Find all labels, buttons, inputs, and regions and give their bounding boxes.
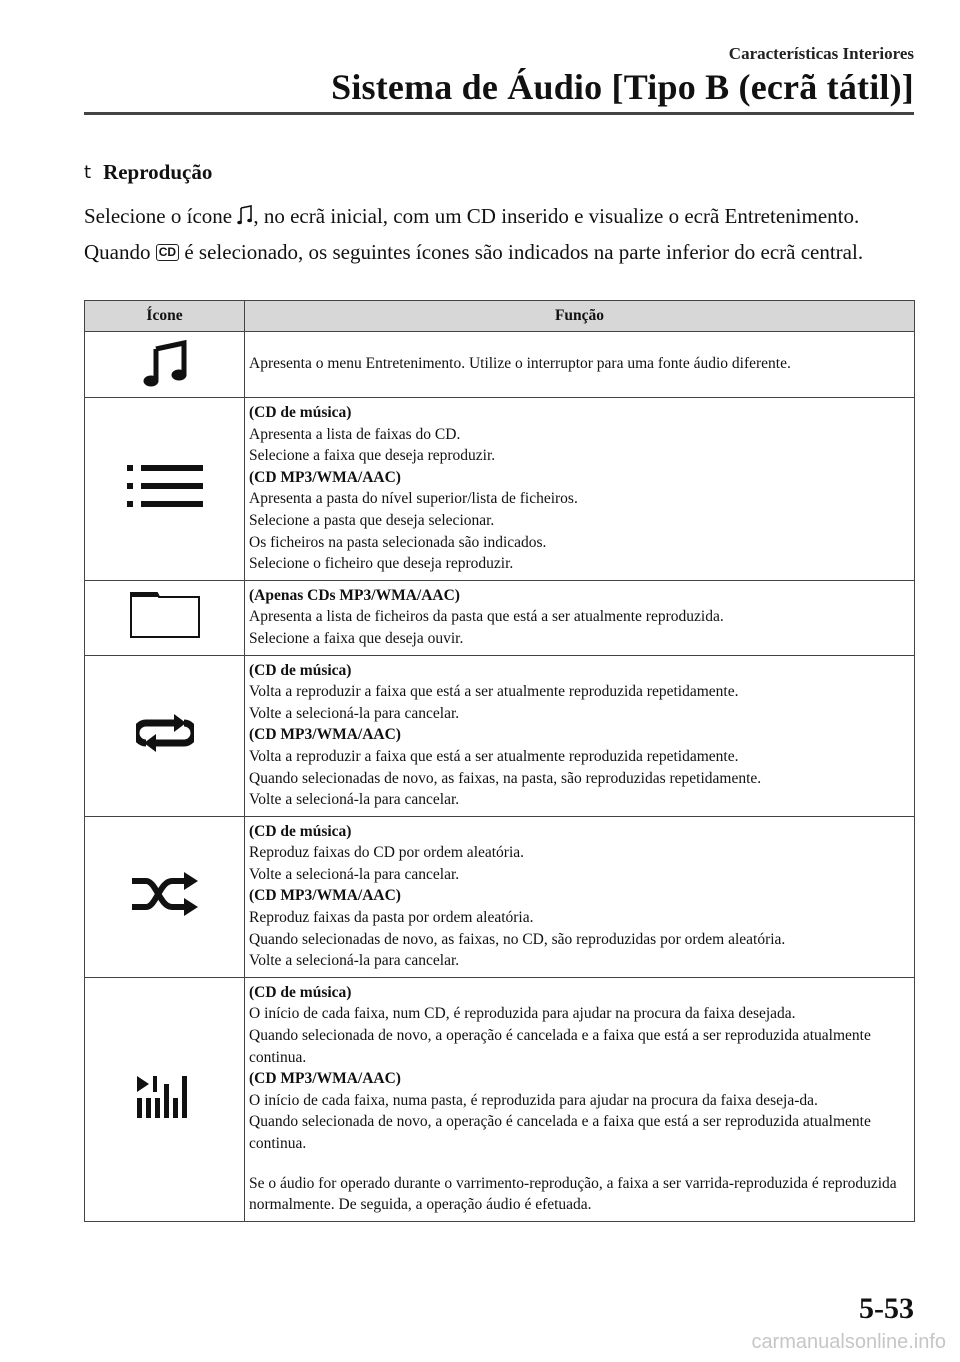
subheading: (CD de música)	[249, 983, 352, 1001]
repeat-icon	[85, 655, 245, 816]
table-row	[85, 977, 915, 1221]
table-row	[85, 398, 915, 581]
text-line: Se o áudio for operado durante o varrimento-reprodução, a faixa a ser varrida-reproduzida é reproduzida normalmente. De seguida, a operação áudio é efetuada.	[249, 1174, 897, 1214]
section-title: Reprodução	[103, 160, 213, 184]
header-function-column: Função	[245, 301, 915, 332]
text-line: Quando selecionada de novo, a operação é cancelada e a faixa que está a ser reproduzida atualmente continua.	[249, 1113, 871, 1152]
header-divider	[84, 112, 914, 115]
table-row	[85, 332, 915, 398]
text-line: Selecione o ficheiro que deseja reproduzir.	[249, 555, 514, 573]
track-list-icon	[85, 398, 245, 581]
text-line: Volte a selecioná-la para cancelar.	[249, 791, 460, 809]
text-line: Volte a selecioná-la para cancelar.	[249, 704, 460, 722]
text-line: Apresenta o menu Entretenimento. Utilize o interruptor para uma fonte áudio diferente.	[249, 355, 791, 373]
text-line: Apresenta a pasta do nível superior/lista de ficheiros.	[249, 490, 578, 508]
subheading: (CD de música)	[249, 661, 352, 679]
text-line: Os ficheiros na pasta selecionada são indicados.	[249, 533, 547, 551]
section-marker: t	[84, 162, 92, 183]
function-text	[245, 816, 915, 977]
folder-icon	[85, 580, 245, 655]
subheading: (CD MP3/WMA/AAC)	[249, 887, 401, 905]
text-line: Reproduz faixas da pasta por ordem aleatória.	[249, 909, 534, 927]
text-line: Quando selecionadas de novo, as faixas, no CD, são reproduzidas por ordem aleatória.	[249, 930, 786, 948]
function-text	[245, 977, 915, 1221]
subheading: (CD MP3/WMA/AAC)	[249, 468, 401, 486]
text-line: O início de cada faixa, numa pasta, é reproduzida para ajudar na procura da faixa deseja-da.	[249, 1091, 818, 1109]
table-header-row	[85, 301, 915, 332]
intro-text: é selecionado, os seguintes ícones são indicados na parte inferior do ecrã central.	[179, 240, 864, 264]
intro-paragraph	[84, 200, 919, 268]
text-line: Volta a reproduzir a faixa que está a ser atualmente reproduzida repetidamente.	[249, 747, 739, 765]
table-row	[85, 580, 915, 655]
intro-text: , no ecrã inicial, com um CD inserido e visualize o ecrã Entretenimento.	[253, 204, 860, 228]
table-row	[85, 655, 915, 816]
function-text	[245, 655, 915, 816]
text-line: Volta a reproduzir a faixa que está a ser atualmente reproduzida repetidamente.	[249, 683, 739, 701]
text-line: Apresenta a lista de faixas do CD.	[249, 425, 461, 443]
text-line: Quando selecionadas de novo, as faixas, na pasta, são reproduzidas repetidamente.	[249, 769, 762, 787]
table-row	[85, 816, 915, 977]
subheading: (CD de música)	[249, 404, 352, 421]
header-icon-column: Ícone	[85, 301, 245, 332]
section-heading	[84, 160, 212, 185]
text-line: Selecione a faixa que deseja reproduzir.	[249, 447, 496, 465]
intro-text: Selecione o ícone	[84, 204, 238, 228]
text-line: Reproduz faixas do CD por ordem aleatória.	[249, 844, 525, 862]
page-number: 5-53	[859, 1292, 914, 1325]
page-title: Sistema de Áudio [Tipo B (ecrã tátil)]	[331, 67, 914, 107]
icon-function-table	[84, 300, 915, 1222]
function-text	[245, 332, 915, 398]
text-line: Volte a selecioná-la para cancelar.	[249, 865, 460, 883]
intro-text: Quando	[84, 240, 156, 264]
music-note-inline-icon	[237, 204, 253, 236]
cd-icon: CD	[156, 244, 179, 261]
subheading: (CD de música)	[249, 822, 352, 840]
subheading: (Apenas CDs MP3/WMA/AAC)	[249, 586, 460, 604]
watermark: carmanualsonline.info	[751, 1331, 946, 1353]
subheading: (CD MP3/WMA/AAC)	[249, 1070, 401, 1088]
shuffle-icon	[85, 816, 245, 977]
spacer	[249, 1155, 910, 1173]
text-line: Selecione a faixa que deseja ouvir.	[249, 629, 464, 647]
subheading: (CD MP3/WMA/AAC)	[249, 726, 401, 744]
text-line: O início de cada faixa, num CD, é reproduzida para ajudar na procura da faixa desejada.	[249, 1005, 796, 1023]
function-text	[245, 398, 915, 581]
text-line: Selecione a pasta que deseja selecionar.	[249, 511, 495, 529]
chapter-label: Características Interiores	[728, 44, 914, 63]
text-line: Apresenta a lista de ficheiros da pasta que está a ser atualmente reproduzida.	[249, 608, 724, 626]
text-line: Quando selecionada de novo, a operação é cancelada e a faixa que está a ser reproduzida atualmente continua.	[249, 1027, 871, 1066]
music-note-icon	[85, 332, 245, 398]
function-text	[245, 580, 915, 655]
scan-icon	[85, 977, 245, 1221]
text-line: Volte a selecioná-la para cancelar.	[249, 952, 460, 970]
